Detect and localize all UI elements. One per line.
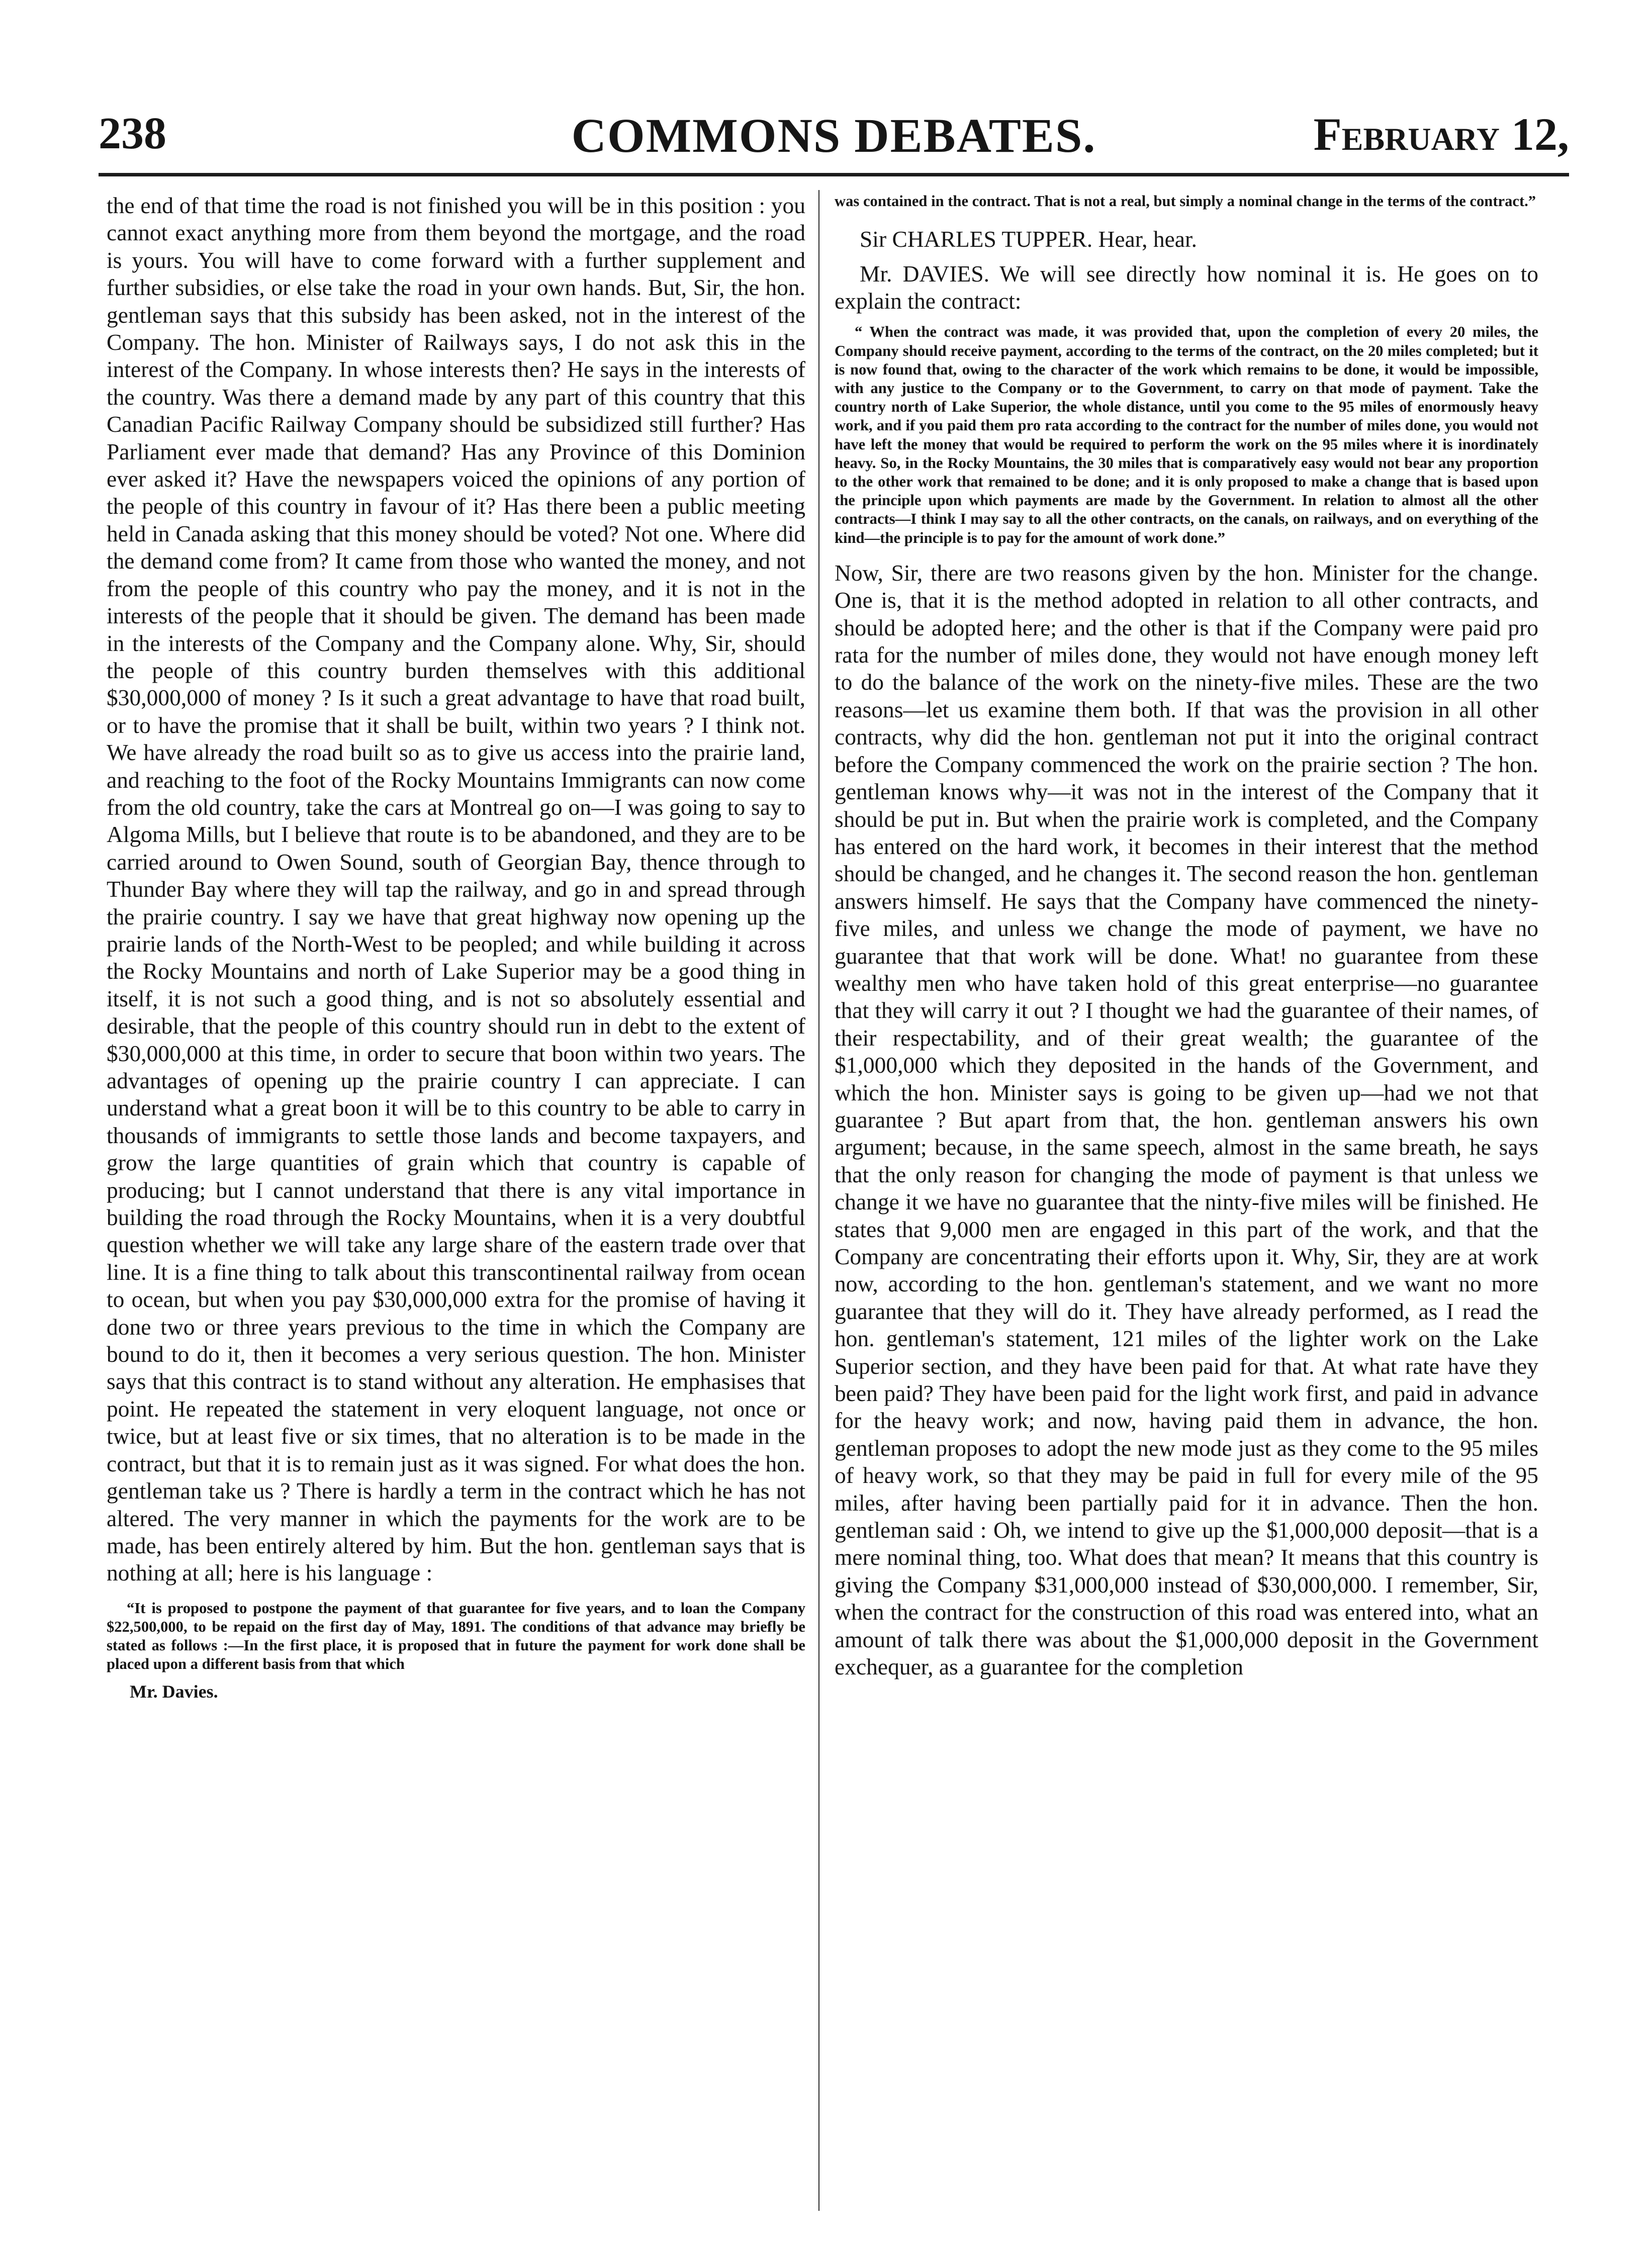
interjection-tupper: Sir CHARLES TUPPER. Hear, hear. <box>860 226 1197 252</box>
left-quote-block: “It is proposed to postpone the payment of that guarantee for five years, and to loan the Company $22,500,000, to be repaid on the first day of May, 1891. The conditions of that advance may briefly be stated as follows :—In the first place, it is proposed that in future the payment for work done shall be placed upon a different basis from that which <box>107 1599 805 1673</box>
right-quote-block: “ When the contract was made, it was provided that, upon the completion of every 20 miles, the Company should receive payment, according to the terms of the contract, on the 20 miles completed; but it is now found that, owing to the character of the work which remains to be done, it would be impossible, with any justice to the Company or to the Government, to carry on that mode of payment. Take the country north of Lake Superior, the whole distance, until you come to the 95 miles of enormously heavy work, and if you paid them pro rata according to the contract for the number of miles done, you would not have left the money that would be required to perform the work on the 95 miles where it is inordinately heavy. So, in the Rocky Mountains, the 30 miles that is comparatively easy would not bear any proportion to the other work that remained to be done; and it is only proposed to make a change that is based upon the principle upon which payments are made by the Government. In relation to almost all the other contracts—I think I may say to all the other contracts, on the canals, on railways, and on everything of the kind—the principle is to pay for the amount of work done.” <box>835 323 1538 546</box>
right-column <box>835 192 1538 1681</box>
left-body-text: the end of that time the road is not finished you will be in this position : you cannot exact anything more from them beyond the mortgage, and the road is yours. You will have to come forward with a further supplement and further subsidies, or else take the road in your own hands. But, Sir, the hon. gentleman says that this subsidy has been asked, not in the interest of the Company. The hon. Minister of Railways says, I do not ask this in the interest of the Company. In whose interests then? He says in the interests of the country. Was there a demand made by any part of this country that this Canadian Pacific Railway Company should be subsidized still further? Has Parliament ever made that demand? Has any Province of this Dominion ever asked it? Have the newspapers voiced the opinions of any portion of the people of this country in favour of it? Has there been a public meeting held in Canada asking that this money should be voted? Not one. Where did the demand come from? It came from those who wanted the money, and not from the people of this country who pay the money, and it is not in the interests of the people that it should be given. The demand has been made in the interests of the Company and the Company alone. Why, Sir, should the people of this country burden themselves with this additional $30,000,000 of money ? Is it such a great advantage to have that road built, or to have the promise that it shall be built, within two years ? I think not. We have already the road built so as to give us access into the prairie land, and reaching to the foot of the Rocky Mountains Immigrants can now come from the old country, take the cars at Montreal go on—I was going to say to Algoma Mills, but I believe that route is to be abandoned, and they are to be carried around to Owen Sound, south of Georgian Bay, thence through to Thunder Bay where they will tap the railway, and go in and spread through the prairie country. I say we have that great highway now opening up the prairie lands of the North-West to be peopled; and while building it across the Rocky Mountains and north of Lake Superior may be a good thing in itself, it is not such a good thing, and is not so absolutely essential and desirable, that the people of this country should run in debt to the extent of $30,000,000 at this time, in order to secure that boon within two years. The advantages of opening up the prairie country I can appreciate. I can understand what a great boon it will be to this country to be able to carry in thousands of immigrants to settle those lands and become taxpayers, and grow the large quantities of grain which that country is capable of producing; but I cannot understand that there is any vital importance in building the road through the Rocky Mountains, when it is a very doubtful question whether we will take any large share of the eastern trade over that line. It is a fine thing to talk about this transcontinental railway from ocean to ocean, but when you pay $30,000,000 extra for the promise of having it done two or three years previous to the time in which the Company are bound to do it, then it becomes a very serious question. The hon. Minister says that this contract is to stand without any alteration. He emphasises that point. He repeated the statement in very eloquent language, not once or twice, but at least five or six times, that no alteration is to be made in the contract, but that it is to remain just as it was signed. For what does the hon. gentleman take us ? There is hardly a term in the contract which he has not altered. The very manner in which the payments for the work are to be made, has been entirely altered by him. But the hon. gentleman says that is nothing at all; here is his language : <box>107 193 805 1586</box>
right-body-text: Now, Sir, there are two reasons given by the hon. Minister for the change. One is, that it is the method adopted in relation to all other contracts, and should be adopted here; and the other is that if the Company were paid pro rata for the number of miles done, they would not have enough money left to do the balance of the work on the ninety-five miles. These are the two reasons—let us examine them both. If that was the provision in all other contracts, why did the hon. gentleman not put it into the original contract before the Company commenced the work on the prairie section ? The hon. gentleman knows why—it was not in the interest of the Company that it should be put in. But when the prairie work is completed, and the Company has entered on the hard work, it becomes in their interest that the method should be changed, and he changes it. The second reason the hon. gentleman answers himself. He says that the Company have commenced the ninety-five miles, and unless we change the mode of payment, we have no guarantee that that work will be done. What! no guarantee from these wealthy men who have taken hold of this great enterprise—no guarantee that they will carry it out ? I thought we had the guarantee of their names, of their respectability, and of their great wealth; the guarantee of the $1,000,000 which they deposited in the hands of the Government, and which the hon. Minister says is going to be given up—had we not that guarantee ? But apart from that, the hon. gentleman answers his own argument; because, in the same speech, almost in the same breath, he says that the only reason for changing the mode of payment is that unless we change it we have no guarantee that the ninty-five miles will be finished. He states that 9,000 men are engaged in this part of the work, and that the Company are concentrating their efforts upon it. Why, Sir, they are at work now, according to the hon. gentleman's statement, and we want no more guarantee that they will do it. They have already performed, as I read the hon. gentleman's statement, 121 miles of the lighter work on the Lake Superior section, and they have been paid for that. At what rate have they been paid? They have been paid for the light work first, and paid in advance for the heavy work; and now, having paid them in advance, the hon. gentleman proposes to adopt the new mode just as they come to the 95 miles of heavy work, so that they may be paid in full for every mile of the 95 miles, after having been partially paid for it in advance. Then the hon. gentleman said : Oh, we intend to give up the $1,000,000 deposit—that is a mere nominal thing, too. What does that mean? It means that this country is giving the Company $31,000,000 instead of $30,000,000. I remember, Sir, when the contract for the construction of this road was entered into, what an amount of talk there was about the $1,000,000 deposit in the Government exchequer, as a guarantee for the completion <box>835 559 1538 1680</box>
left-column <box>107 192 805 1702</box>
speech-davies: Mr. DAVIES. We will see directly how nominal it is. He goes on to explain the contract: <box>835 260 1538 314</box>
page-number: 238 <box>99 109 166 158</box>
page-date: February 12, <box>1313 109 1569 160</box>
header-rule <box>99 173 1569 176</box>
column-divider <box>818 190 819 2211</box>
right-quote-continued: was contained in the contract. That is not a real, but simply a nominal change in the terms of the contract.” <box>835 193 1536 210</box>
speaker-signature: Mr. Davies. <box>130 1681 218 1702</box>
page-header <box>99 108 1569 168</box>
running-title: COMMONS DEBATES. <box>571 109 1096 162</box>
